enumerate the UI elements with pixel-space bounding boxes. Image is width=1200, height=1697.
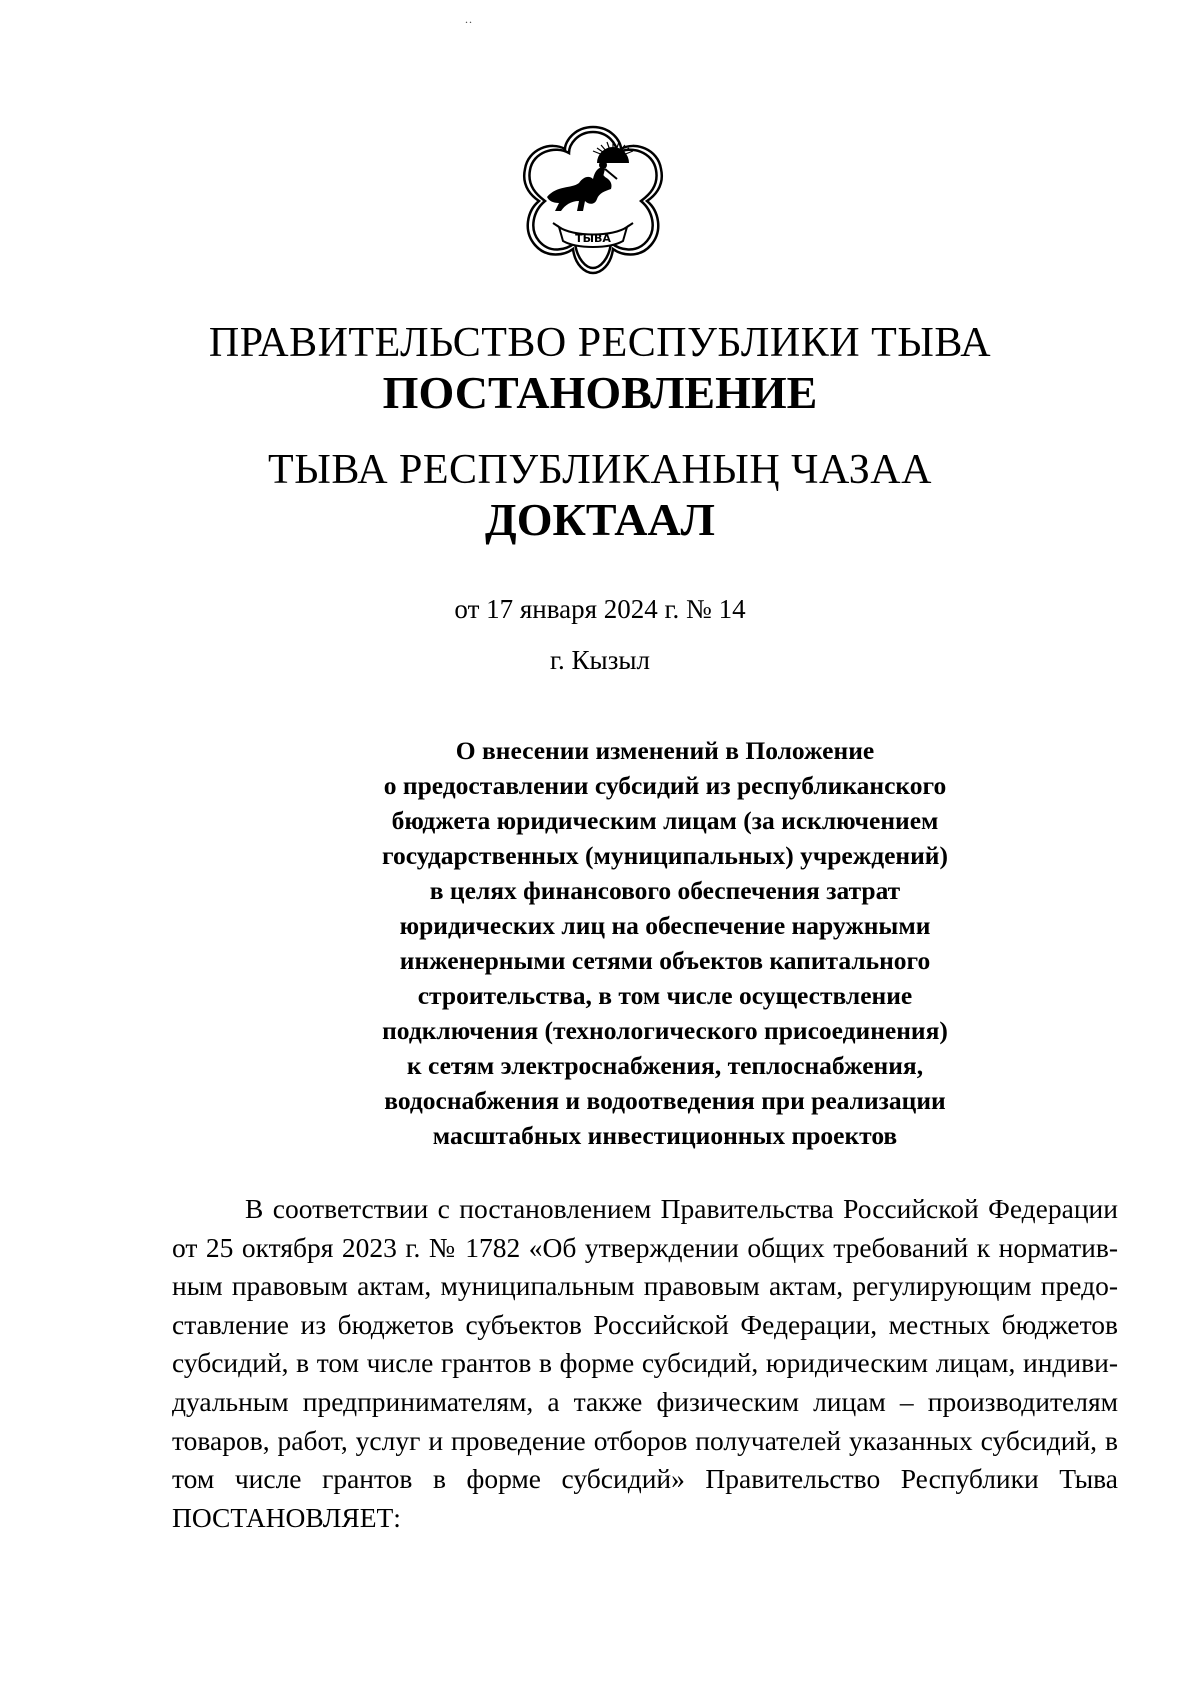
top-mark: .. xyxy=(465,12,473,26)
body-line: от 25 октября 2023 г. № 1782 «Об утверждении общих требований к норматив- xyxy=(172,1231,1118,1263)
government-title-ru: ПРАВИТЕЛЬСТВО РЕСПУБЛИКИ ТЫВА xyxy=(208,320,992,366)
preamble-paragraph xyxy=(172,1190,1118,1537)
title-line: к сетям электроснабжения, теплоснабжения, xyxy=(406,1051,924,1080)
title-line: бюджета юридическим лицам (за исключением xyxy=(391,806,939,835)
body-line: ным правовым актам, муниципальным правовым актам, регулирующим предо- xyxy=(172,1270,1118,1302)
body-line: субсидий, в том числе грантов в форме субсидий, юридическим лицам, индиви- xyxy=(172,1347,1118,1379)
title-line: подключения (технологического присоединения) xyxy=(382,1016,948,1045)
body-line: дуальным предпринимателям, а также физическим лицам – производителям xyxy=(172,1385,1118,1417)
title-line: водоснабжения и водоотведения при реализации xyxy=(384,1086,946,1115)
decree-city: г. Кызыл xyxy=(550,645,650,675)
title-line: масштабных инвестиционных проектов xyxy=(432,1121,898,1150)
title-line: юридических лиц на обеспечение наружными xyxy=(399,911,931,940)
body-line: товаров, работ, услуг и проведение отборов получателей указанных субсидий, в xyxy=(172,1424,1118,1456)
body-line: том числе грантов в форме субсидий» Правительство Республики Тыва xyxy=(172,1463,1118,1495)
title-line: инженерными сетями объектов капитального xyxy=(399,946,931,975)
body-line: ПОСТАНОВЛЯЕТ: xyxy=(172,1501,401,1533)
government-title-tv: ТЫВА РЕСПУБЛИКАНЫҢ ЧАЗАА xyxy=(268,447,932,493)
tuva-emblem-icon xyxy=(513,119,673,279)
decree-title-ru: ПОСТАНОВЛЕНИЕ xyxy=(382,367,818,418)
title-line: строительства, в том числе осуществление xyxy=(417,981,913,1010)
decree-date: от 17 января 2024 г. № 14 xyxy=(454,594,746,624)
title-line: в целях финансового обеспечения затрат xyxy=(429,876,901,905)
decree-title-tv: ДОКТААЛ xyxy=(485,494,715,545)
title-line: О внесении изменений в Положение xyxy=(455,736,875,765)
body-line: ставление из бюджетов субъектов Российской Федерации, местных бюджетов xyxy=(172,1308,1118,1340)
emblem-label: ТЫВА xyxy=(575,232,611,245)
title-line: о предоставлении субсидий из республиканского xyxy=(383,771,947,800)
decree-subject-title xyxy=(320,733,1010,1153)
body-line: В соответствии с постановлением Правительства Российской Федерации xyxy=(245,1193,1118,1224)
title-line: государственных (муниципальных) учреждений) xyxy=(382,841,948,870)
